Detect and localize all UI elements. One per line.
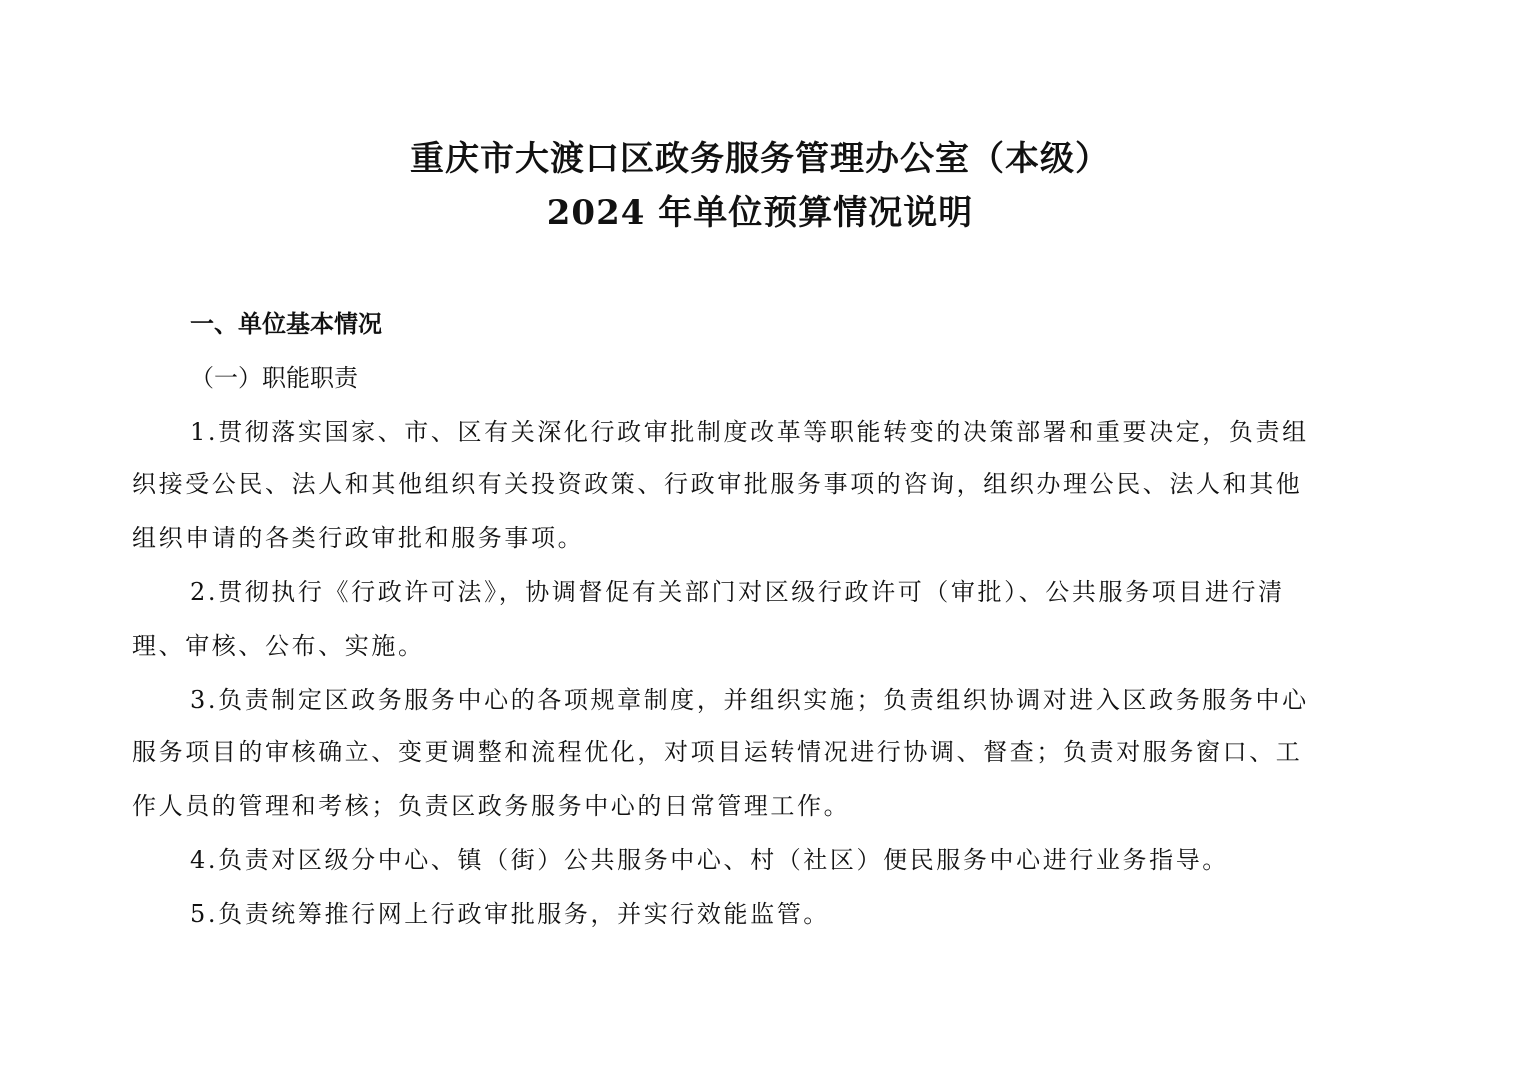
- paragraph-line: 4.负责对区级分中心、镇（街）公共服务中心、村（社区）便民服务中心进行业务指导。: [190, 846, 1229, 874]
- document-title-line-1: 重庆市大渡口区政务服务管理办公室（本级）: [410, 139, 1110, 179]
- subsection-heading-duties: （一）职能职责: [190, 364, 358, 392]
- paragraph-line: 理、审核、公布、实施。: [132, 632, 425, 660]
- paragraph-line: 织接受公民、法人和其他组织有关投资政策、行政审批服务事项的咨询，组织办理公民、法人和其他: [132, 470, 1303, 498]
- paragraph-line: 1.贯彻落实国家、市、区有关深化行政审批制度改革等职能转变的决策部署和重要决定，负责组: [190, 418, 1309, 446]
- paragraph-line: 2.贯彻执行《行政许可法》，协调督促有关部门对区级行政许可（审批）、公共服务项目进行清: [190, 578, 1285, 606]
- paragraph-line: 服务项目的审核确立、变更调整和流程优化，对项目运转情况进行协调、督查；负责对服务窗口、工: [132, 738, 1303, 766]
- paragraph-line: 作人员的管理和考核；负责区政务服务中心的日常管理工作。: [132, 792, 851, 820]
- section-heading-basic-info: 一、单位基本情况: [190, 310, 382, 338]
- paragraph-line: 3.负责制定区政务服务中心的各项规章制度，并组织实施；负责组织协调对进入区政务服务中心: [190, 686, 1309, 714]
- document-title-line-2: 2024 年单位预算情况说明: [546, 193, 974, 233]
- paragraph-line: 5.负责统筹推行网上行政审批服务，并实行效能监管。: [190, 900, 830, 928]
- paragraph-line: 组织申请的各类行政审批和服务事项。: [132, 524, 585, 552]
